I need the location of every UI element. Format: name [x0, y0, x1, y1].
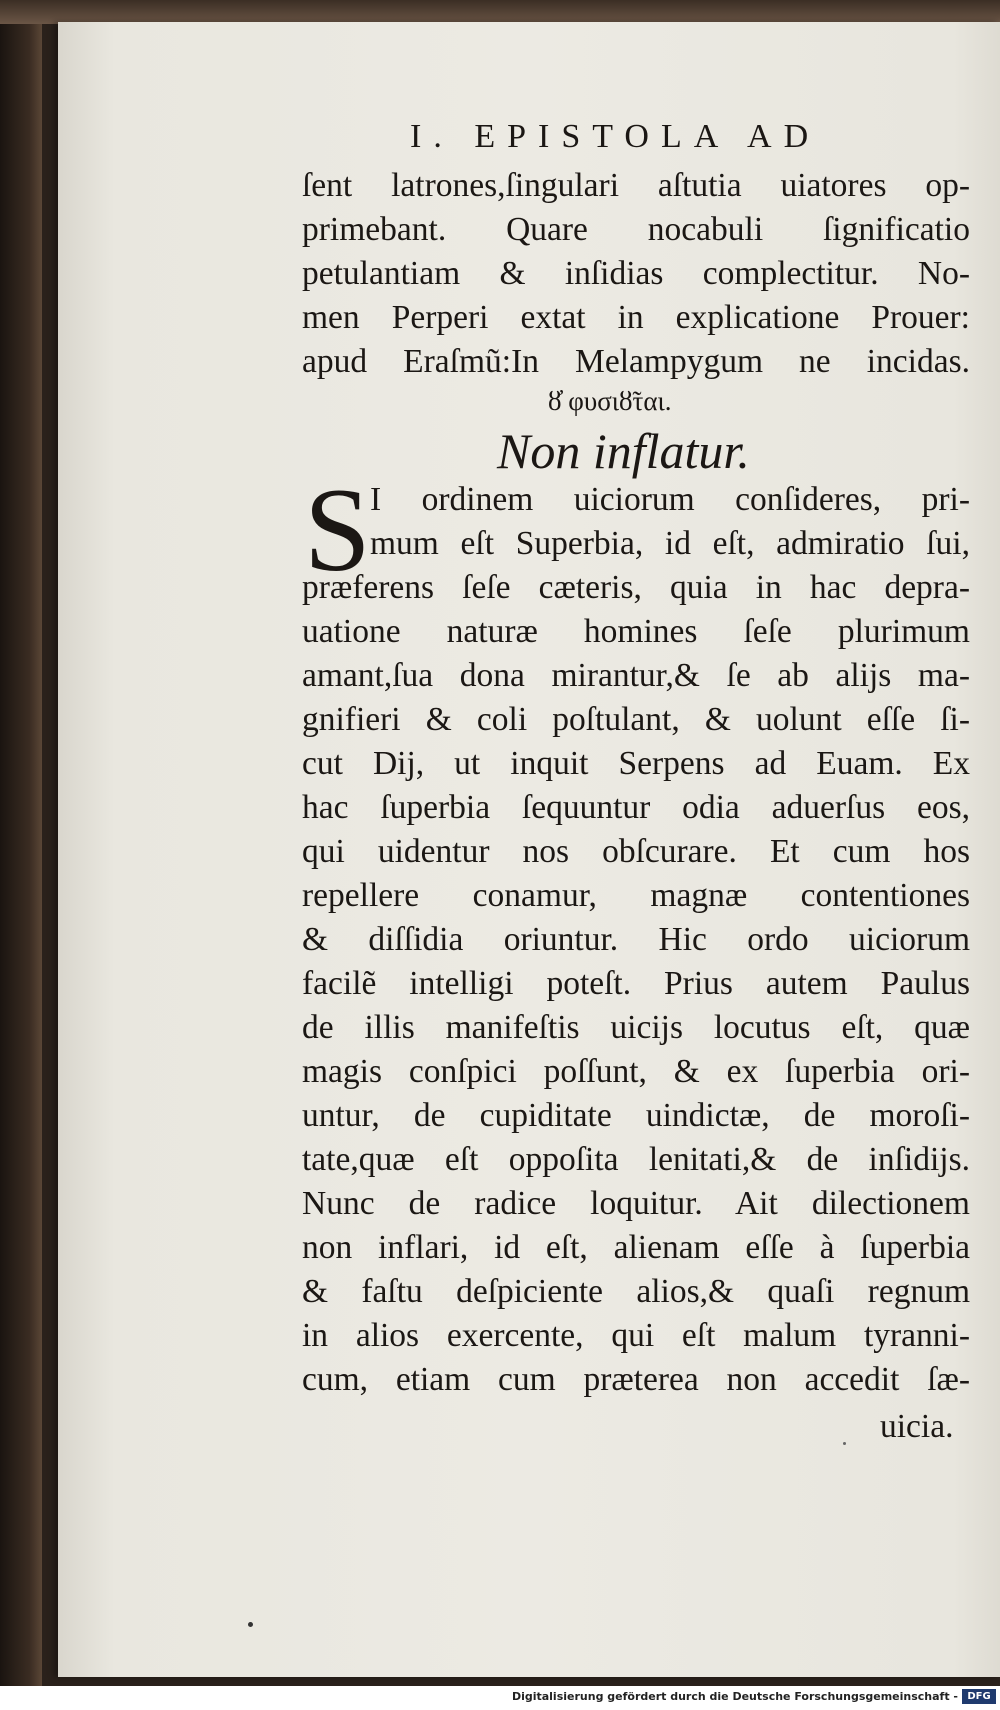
text-line: I ordinem uiciorum conſideres, pri-	[370, 481, 970, 518]
text-line: amant,ſua dona mirantur,& ſe ab alijs ma-	[302, 657, 970, 694]
text-line: hac ſuperbia ſequuntur odia aduerſus eos,	[302, 789, 970, 826]
text-line: untur, de cupiditate uindictæ, de moroſi-	[302, 1097, 970, 1134]
drop-cap: S	[304, 463, 371, 596]
top-edge	[0, 0, 1000, 24]
dfg-logo: DFG	[962, 1689, 996, 1704]
running-head: I. EPISTOLA AD	[410, 118, 821, 155]
section-heading: Non inflatur.	[497, 423, 750, 479]
text-line: repellere conamur, magnæ contentiones	[302, 877, 970, 914]
text-line: petulantiam & inſidias complectitur. No-	[302, 255, 970, 292]
text-line: in alios exercente, qui eſt malum tyranni-	[302, 1317, 970, 1354]
text-line: cut Dij, ut inquit Serpens ad Euam. Ex	[302, 745, 970, 782]
text-line: de illis manifeſtis uicijs locutus eſt, quæ	[302, 1009, 970, 1046]
greek-phrase: ȣ̓ φυσιȣ̃ται.	[548, 386, 672, 416]
text-line: mum eſt Superbia, id eſt, admiratio ſui,	[370, 525, 970, 562]
ink-speck	[843, 1442, 846, 1445]
text-line: qui uidentur nos obſcurare. Et cum hos	[302, 833, 970, 870]
text-line: magis conſpici poſſunt, & ex ſuperbia ori-	[302, 1053, 970, 1090]
catchword: uicia.	[880, 1408, 954, 1445]
text-line: non inflari, id eſt, alienam eſſe à ſuperbia	[302, 1229, 970, 1266]
text-line: Nunc de radice loquitur. Ait dilectionem	[302, 1185, 970, 1222]
footer-credit: Digitalisierung gefördert durch die Deutsche Forschungsgemeinschaft -	[511, 1690, 958, 1703]
text-line: & faſtu deſpiciente alios,& quaſi regnum	[302, 1273, 970, 1310]
text-line: apud Eraſmũ:In Melampygum ne incidas.	[302, 343, 970, 380]
text-line: tate,quæ eſt oppoſita lenitati,& de inſidijs.	[302, 1141, 970, 1178]
text-line: facilẽ intelligi poteſt. Prius autem Paulus	[302, 965, 970, 1002]
text-line: gnifieri & coli poſtulant, & uolunt eſſe ſi-	[302, 701, 970, 738]
binding-edge	[0, 0, 42, 1710]
text-line: & diſſidia oriuntur. Hic ordo uiciorum	[302, 921, 970, 958]
ink-speck	[248, 1622, 253, 1627]
text-line: primebant. Quare nocabuli ſignificatio	[302, 211, 970, 248]
text-line: men Perperi extat in explicatione Prouer:	[302, 299, 970, 336]
text-line: cum, etiam cum præterea non accedit ſæ-	[302, 1361, 970, 1398]
text-line: uatione naturæ homines ſeſe plurimum	[302, 613, 970, 650]
text-line: præferens ſeſe cæteris, quia in hac depra-	[302, 569, 970, 606]
text-line: ſent latrones,ſingulari aſtutia uiatores op-	[302, 167, 970, 204]
